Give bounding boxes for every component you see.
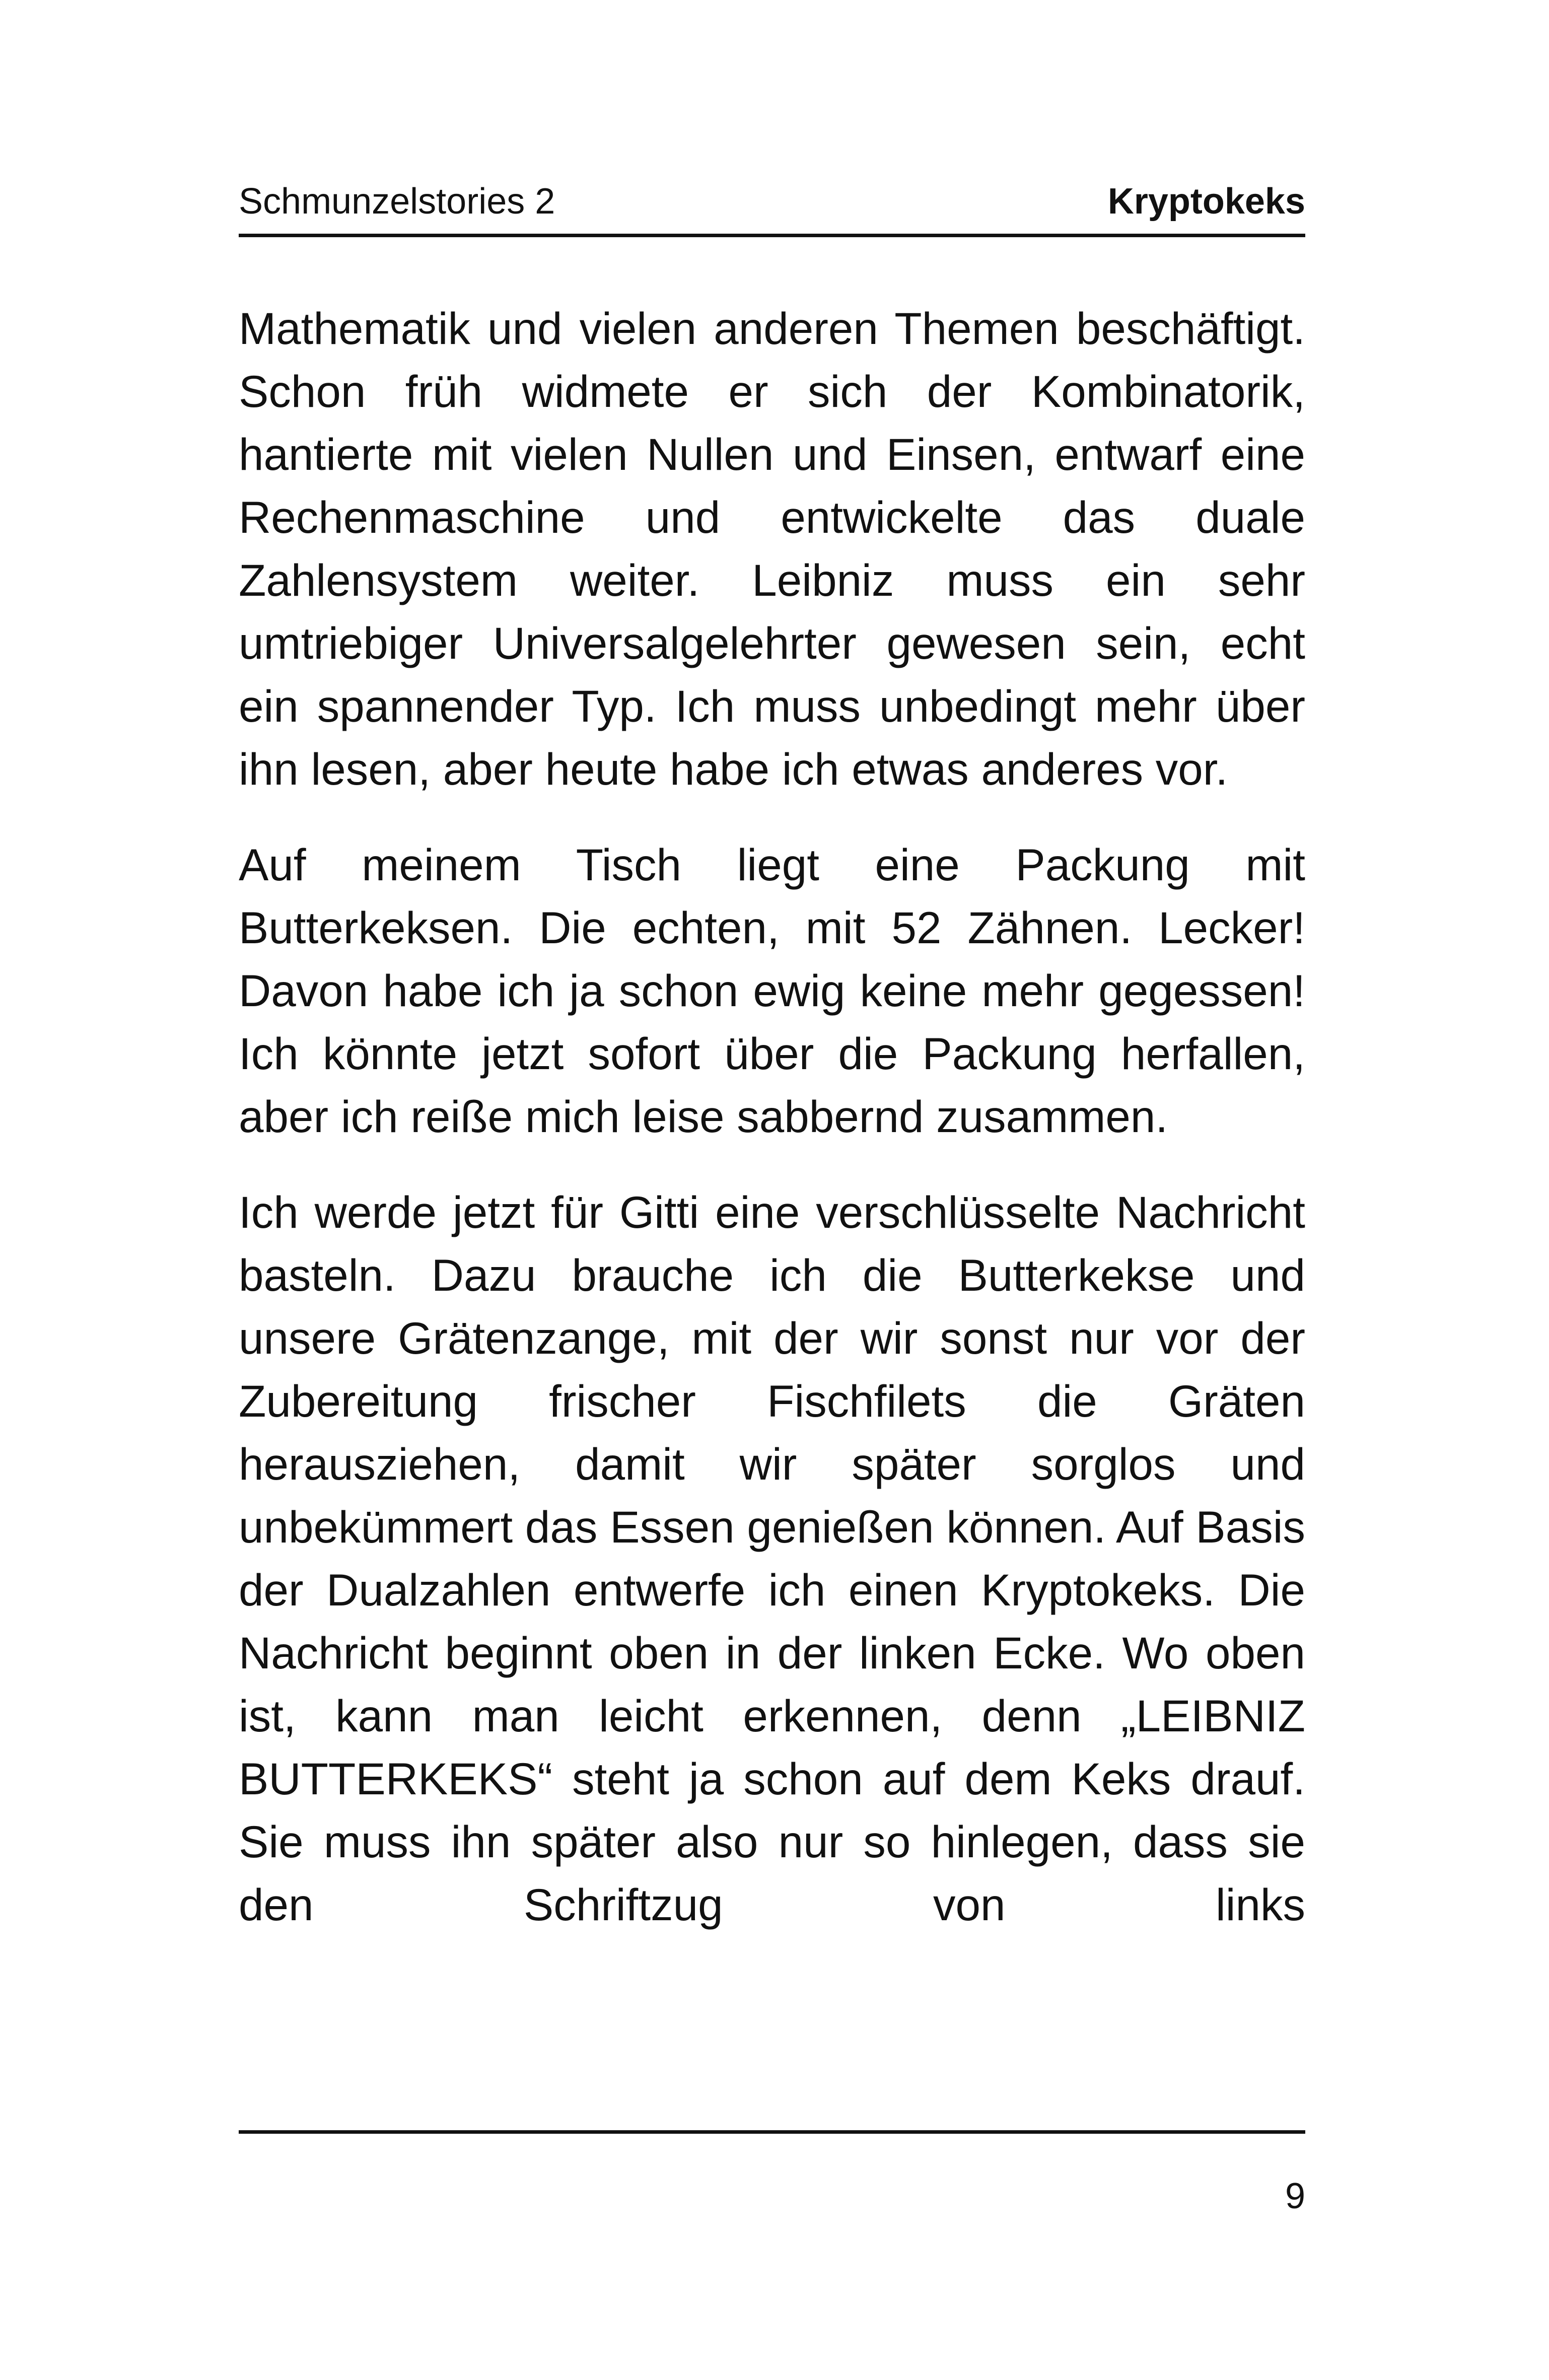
footer-rule (239, 2130, 1305, 2134)
paragraph-1: Mathematik und vielen anderen Themen beschäftigt. Schon früh widmete er sich der Kombinatorik, hantierte mit vielen Nullen und Einsen, entwarf eine Rechenmaschine und entwickelte das duale Zahlensystem weiter. Leibniz muss ein sehr umtriebiger Universalgelehrter gewesen sein, echt ein spannender Typ. Ich muss unbedingt mehr über ihn lesen, aber heute habe ich etwas anderes vor. (239, 303, 1305, 794)
paragraph-2: Auf meinem Tisch liegt eine Packung mit Butterkeksen. Die echten, mit 52 Zähnen. Lecker! Davon habe ich ja schon ewig keine mehr gegessen! Ich könnte jetzt sofort über die Packung herfallen, aber ich reiße mich leise sabbernd zusammen. (239, 839, 1305, 1142)
header-rule (239, 234, 1305, 237)
chapter-title: Kryptokeks (1107, 181, 1305, 222)
body-text (239, 297, 1305, 1969)
book-title: Schmunzelstories 2 (239, 181, 555, 222)
running-header (239, 179, 1305, 224)
page-number: 9 (1285, 2176, 1305, 2216)
paragraph-3: Ich werde jetzt für Gitti eine verschlüsselte Nachricht basteln. Dazu brauche ich die Butterkekse und unsere Grätenzange, mit der wir sonst nur vor der Zubereitung frischer Fischfilets die Gräten herausziehen, damit wir später sorglos und unbekümmert das Essen genießen können. Auf Basis der Dualzahlen entwerfe ich einen Kryptokeks. Die Nachricht beginnt oben in der linken Ecke. Wo oben ist, kann man leicht erkennen, denn „LEIBNIZ BUTTERKEKS“ steht ja schon auf dem Keks drauf. Sie muss ihn später also nur so hinlegen, dass sie den Schriftzug von links (239, 1187, 1305, 1930)
